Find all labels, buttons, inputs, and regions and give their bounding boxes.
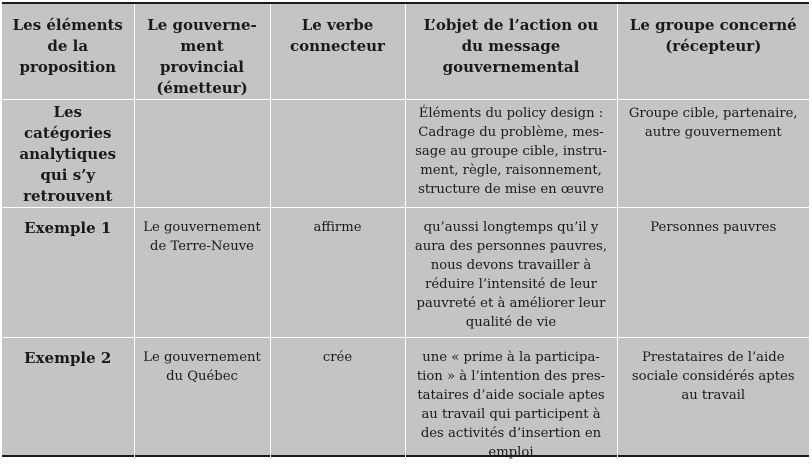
table-cell: Groupe cible, partenaire, autre gouvernement (617, 100, 809, 208)
table-cell: crée (270, 338, 405, 464)
header-target-group: Le groupe concerné (récepteur) (617, 4, 809, 100)
header-elements: Les éléments de la proposition (2, 4, 134, 100)
table-cell: une « prime à la participa-tion » à l’intention des pres-tataires d’aide sociale aptes au travail qui participent à des activités d’insertion en emploi (405, 338, 617, 464)
row-label: Exemple 1 (2, 208, 134, 338)
table-cell: Personnes pauvres (617, 208, 809, 338)
table-row (2, 100, 809, 208)
row-label: Exemple 2 (2, 338, 134, 464)
table-cell: Prestataires de l’aide sociale considérés aptes au travail (631, 350, 795, 403)
table-row (2, 338, 809, 464)
proposition-elements-table (2, 4, 809, 464)
table-cell: Le gouvernement du Québec (134, 338, 270, 464)
row-label: Les catégories analytiques qui s’y retrouvent (2, 100, 134, 208)
table-cell: Éléments du policy design : Cadrage du problème, mes-sage au groupe cible, instru-ment, règle, raisonnement, structure de mise en œuvre (405, 100, 617, 208)
comparison-table-container (2, 2, 809, 460)
header-row (2, 4, 809, 100)
table-cell: Le gouvernement de Terre-Neuve (134, 208, 270, 338)
table-cell (270, 100, 405, 208)
table-cell (134, 100, 270, 208)
table-cell: qu’aussi longtemps qu’il y aura des personnes pauvres, nous devons travailler à réduire l’intensité de leur pauvreté et à améliorer leur qualité de vie (405, 208, 617, 338)
header-connector-verb: Le verbe connecteur (270, 4, 405, 100)
header-action-object: L’objet de l’action ou du message gouvernemental (405, 4, 617, 100)
header-provincial-government: Le gouverne-ment provincial (émetteur) (134, 4, 270, 100)
table-cell: affirme (270, 208, 405, 338)
table-row (2, 208, 809, 338)
